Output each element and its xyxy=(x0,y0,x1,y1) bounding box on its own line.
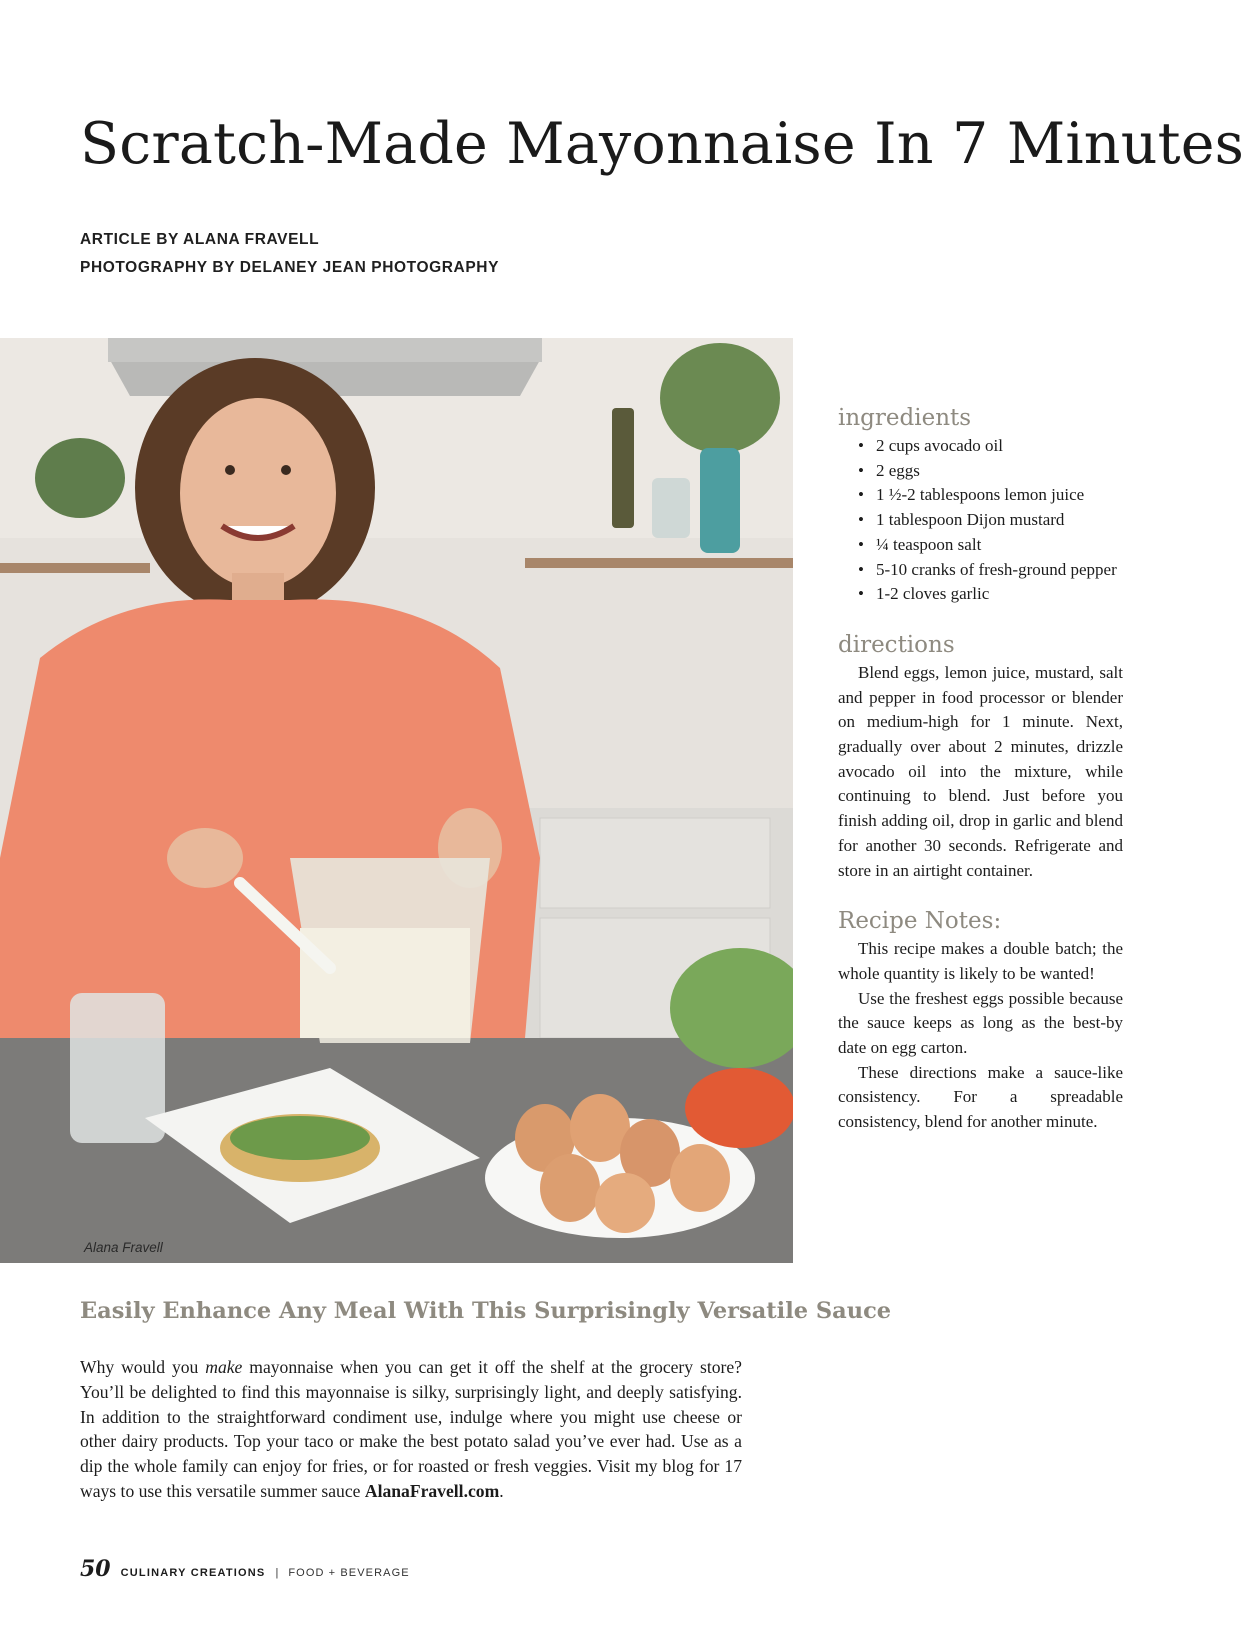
credits xyxy=(80,226,499,282)
page-title: Scratch-Made Mayonnaise In 7 Minutes xyxy=(80,111,1245,177)
section-name: CULINARY CREATIONS xyxy=(120,1567,266,1579)
photo-byline: PHOTOGRAPHY BY DELANEY JEAN PHOTOGRAPHY xyxy=(80,259,500,276)
photo-caption: Alana Fravell xyxy=(84,1240,163,1255)
ingredient-item: • 1-2 cloves garlic xyxy=(858,582,1123,607)
body-emphasis: make xyxy=(205,1357,243,1377)
recipe-sidebar xyxy=(838,404,1123,1159)
article-subhead: Easily Enhance Any Meal With This Surprisingly Versatile Sauce xyxy=(80,1298,892,1324)
notes-section xyxy=(838,907,1123,1135)
ingredient-item: • 2 eggs xyxy=(858,459,1123,484)
body-text-end: . xyxy=(499,1480,504,1501)
ingredient-item: • 1 ½-2 tablespoons lemon juice xyxy=(858,483,1123,508)
ingredients-heading: ingredients xyxy=(838,405,972,431)
directions-text: Blend eggs, lemon juice, mustard, salt and pepper in food processor or blender on medium-high for 1 minute. Next, gradually over about 2 minutes, drizzle avocado oil into the mixture, while continuing to blend. Just before you finish adding oil, drop in garlic and blend for another 30 seconds. Refrigerate and store in an airtight container. xyxy=(838,662,1123,880)
note-paragraph: Use the freshest eggs possible because the sauce keeps as long as the best-by date on egg carton. xyxy=(838,988,1123,1058)
body-text-main: mayonnaise when you can get it off the shelf at the grocery store? You’ll be delighted to find this mayonnaise is silky, surprisingly light, and deeply satisfying. In addition to the straightforward condiment use, indulge where you might use cheese or other dairy products. Top your taco or make the best potato salad you’ve ever had. Use as a dip the whole family can enjoy for fries, or for roasted or fresh veggies. Visit my blog for 17 ways to use this versatile summer sauce xyxy=(80,1357,742,1501)
feature-photo xyxy=(0,338,793,1263)
kitchen-illustration xyxy=(0,338,793,1263)
article-body xyxy=(80,1355,742,1504)
ingredients-list xyxy=(838,434,1123,607)
category-name: FOOD + BEVERAGE xyxy=(288,1567,410,1579)
page-number: 50 xyxy=(80,1556,111,1582)
note-paragraph: This recipe makes a double batch; the whole quantity is likely to be wanted! xyxy=(838,939,1123,983)
notes-heading: Recipe Notes: xyxy=(838,908,1002,935)
directions-heading: directions xyxy=(838,631,955,658)
page-footer xyxy=(80,1556,410,1582)
blog-link[interactable]: AlanaFravell.com xyxy=(364,1480,500,1501)
footer-divider: | xyxy=(275,1567,279,1579)
ingredients-section xyxy=(838,404,1123,607)
ingredient-item: • 5-10 cranks of fresh-ground pepper xyxy=(858,558,1123,583)
note-paragraph: These directions make a sauce-like consistency. For a spreadable consistency, blend for another minute. xyxy=(838,1062,1123,1132)
article-byline: ARTICLE BY ALANA FRAVELL xyxy=(80,231,320,248)
ingredient-item: • 2 cups avocado oil xyxy=(858,434,1123,459)
ingredient-item: • 1 tablespoon Dijon mustard xyxy=(858,508,1123,533)
ingredient-item: • ¼ teaspoon salt xyxy=(858,533,1123,558)
body-text-start: Why would you xyxy=(80,1357,206,1377)
directions-section xyxy=(838,631,1123,883)
